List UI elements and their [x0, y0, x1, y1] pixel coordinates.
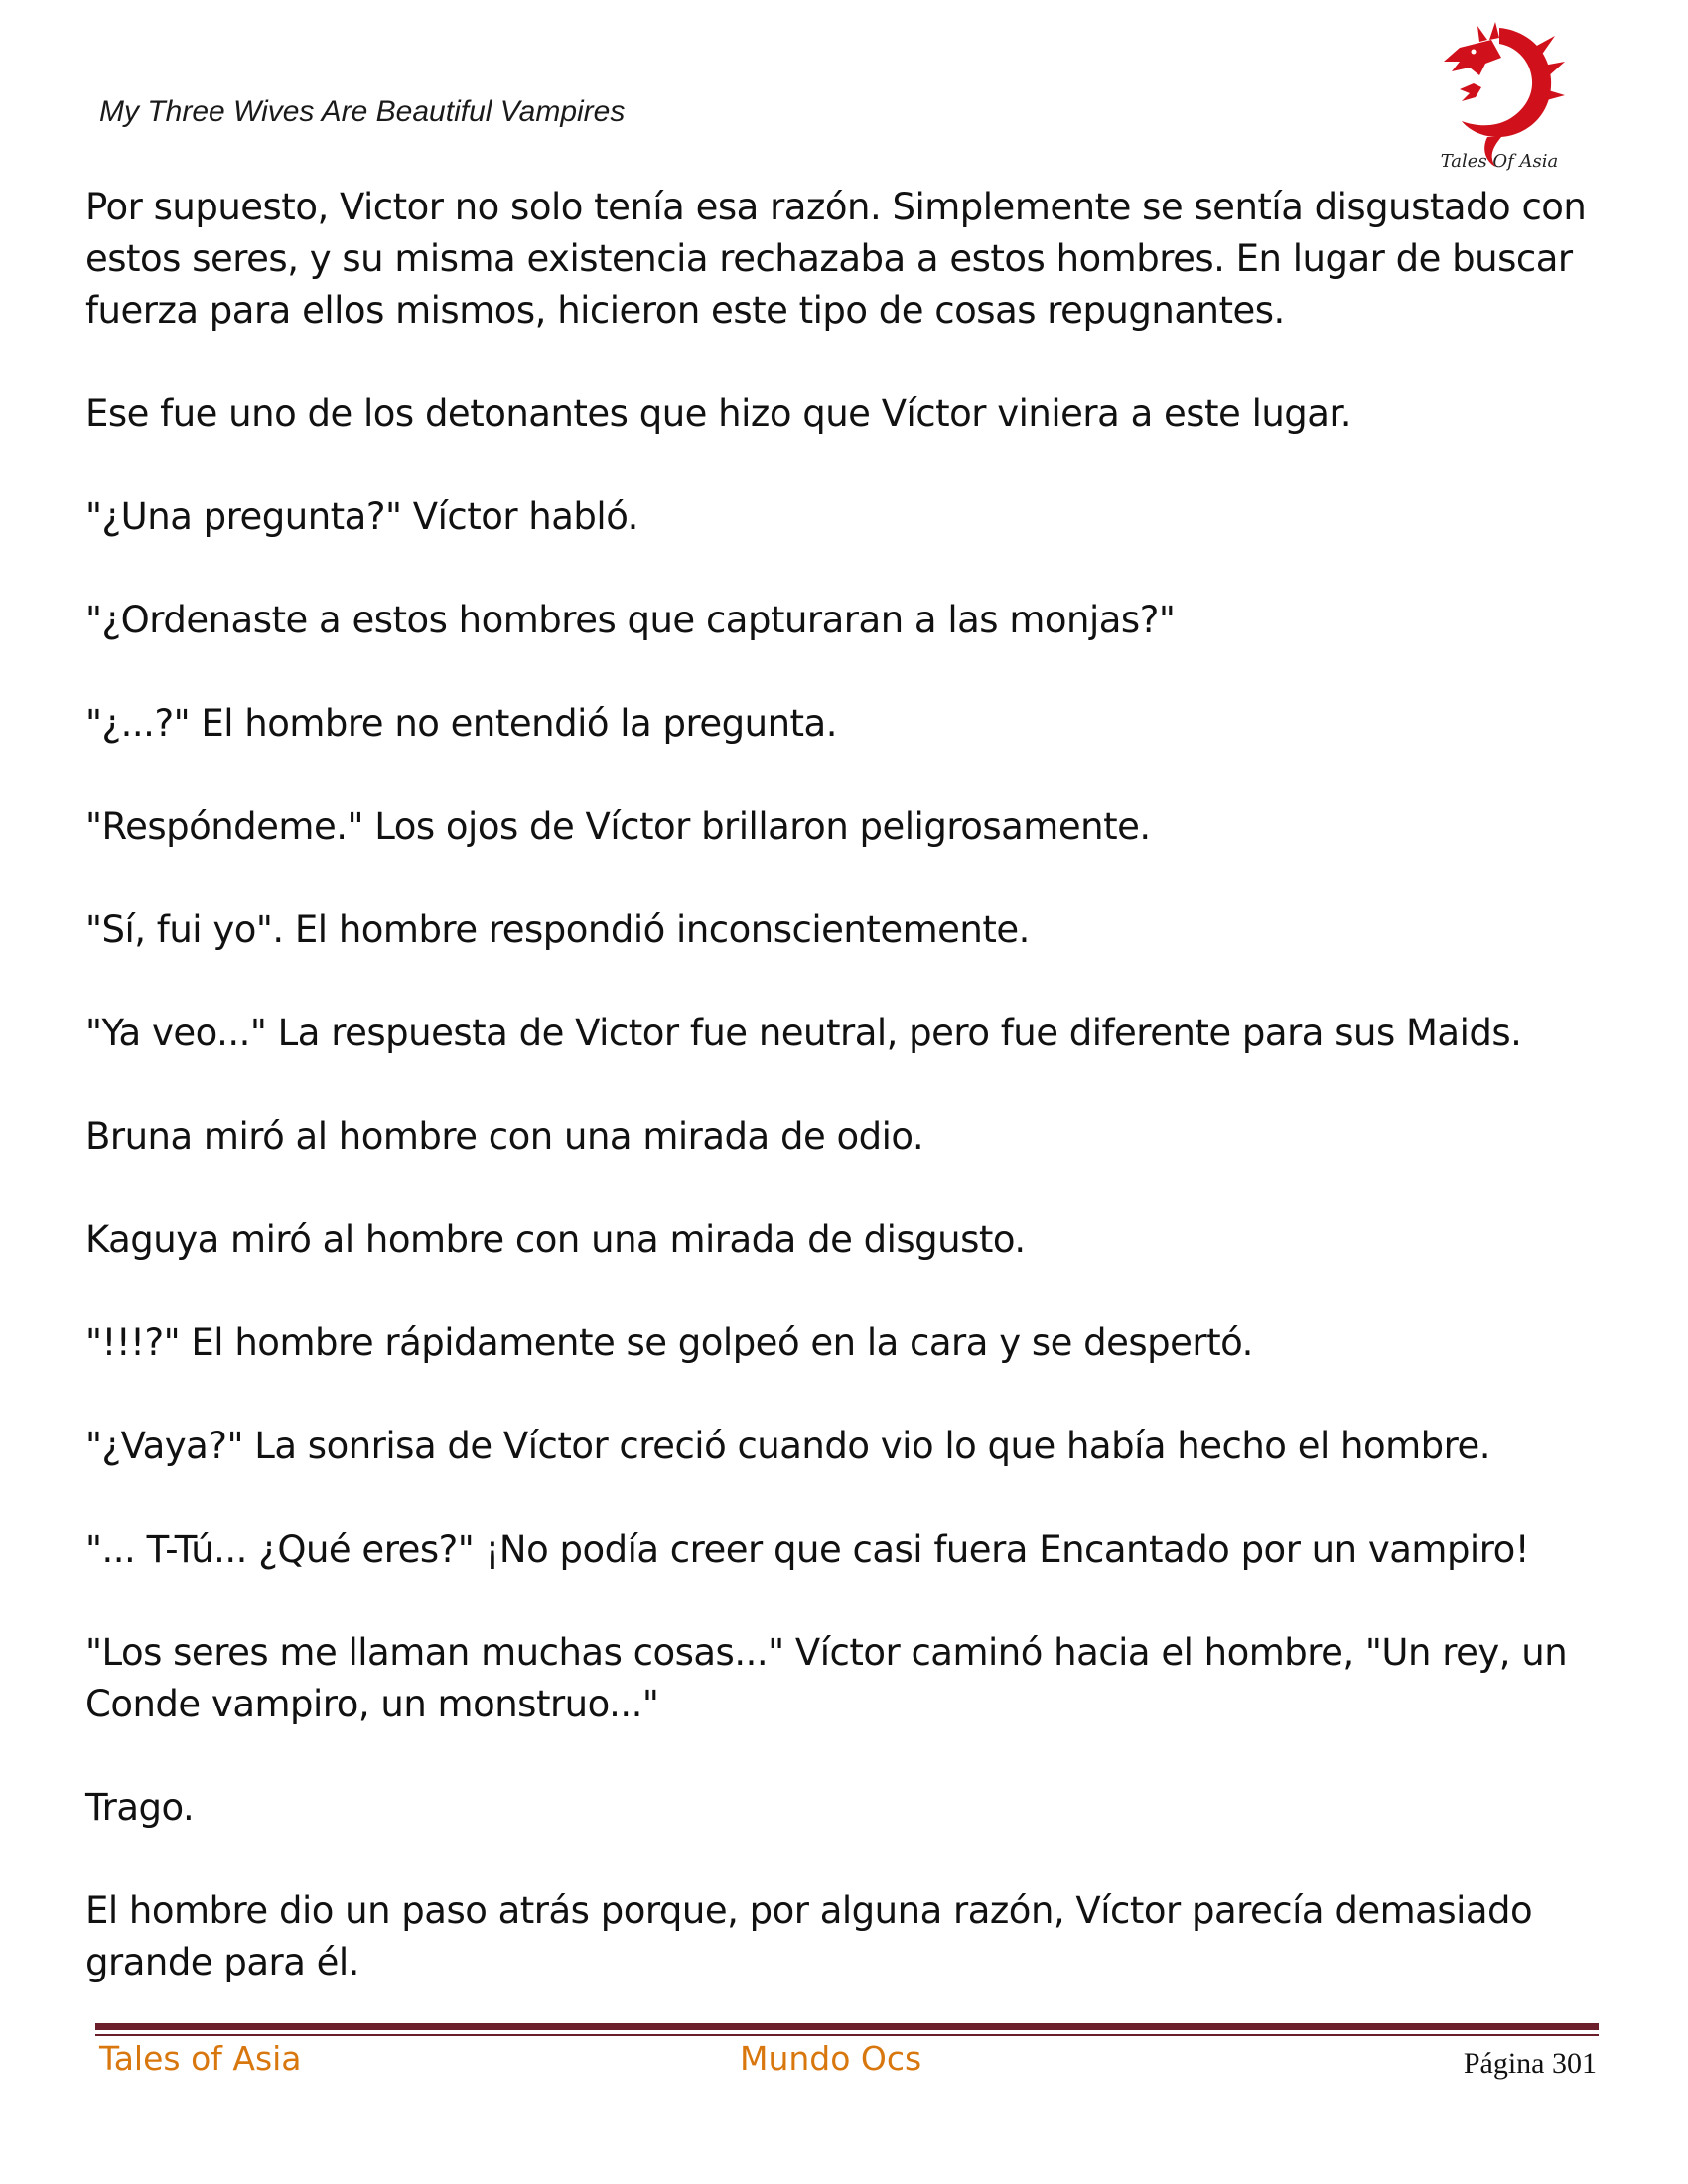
paragraph: "Los seres me llaman muchas cosas..." Víctor caminó hacia el hombre, "Un rey, un Conde vampiro, un monstruo..." — [85, 1631, 1568, 1725]
footer-publisher: Tales of Asia — [99, 2039, 302, 2078]
paragraph: Por supuesto, Victor no solo tenía esa razón. Simplemente se sentía disgustado con estos seres, y su misma existencia rechazaba a estos hombres. En lugar de buscar fuerza para ellos mismos, hicieron este tipo de cosas repugnantes. — [85, 186, 1587, 332]
paragraph: "¿Ordenaste a estos hombres que capturaran a las monjas?" — [85, 599, 1176, 641]
paragraph: "Respóndeme." Los ojos de Víctor brillaron peligrosamente. — [85, 805, 1151, 848]
paragraph: "!!!?" El hombre rápidamente se golpeó en la cara y se despertó. — [85, 1321, 1253, 1364]
body-text — [85, 182, 1605, 2040]
footer-site: Mundo Ocs — [740, 2039, 922, 2078]
footer-divider — [95, 2023, 1599, 2030]
paragraph: "¿...?" El hombre no entendió la pregunta. — [85, 702, 837, 745]
header-title: My Three Wives Are Beautiful Vampires — [99, 95, 626, 128]
paragraph: El hombre dio un paso atrás porque, por alguna razón, Víctor parecía demasiado grande para él. — [85, 1889, 1533, 1983]
paragraph: "¿Una pregunta?" Víctor habló. — [85, 495, 638, 538]
paragraph: Trago. — [85, 1786, 195, 1829]
paragraph: Ese fue uno de los detonantes que hizo que Víctor viniera a este lugar. — [85, 392, 1352, 435]
paragraph: Bruna miró al hombre con una mirada de odio. — [85, 1115, 924, 1158]
paragraph: "Ya veo..." La respuesta de Victor fue neutral, pero fue diferente para sus Maids. — [85, 1012, 1522, 1054]
footer-divider-thin — [95, 2034, 1599, 2036]
paragraph: "Sí, fui yo". El hombre respondió inconscientemente. — [85, 908, 1030, 951]
paragraph: Kaguya miró al hombre con una mirada de disgusto. — [85, 1218, 1026, 1261]
logo-caption: Tales Of Asia — [1440, 151, 1559, 172]
paragraph: "... T-Tú... ¿Qué eres?" ¡No podía creer que casi fuera Encantado por un vampiro! — [85, 1528, 1530, 1570]
paragraph: "¿Vaya?" La sonrisa de Víctor creció cuando vio lo que había hecho el hombre. — [85, 1425, 1491, 1467]
page-number: Página 301 — [1463, 2047, 1597, 2080]
